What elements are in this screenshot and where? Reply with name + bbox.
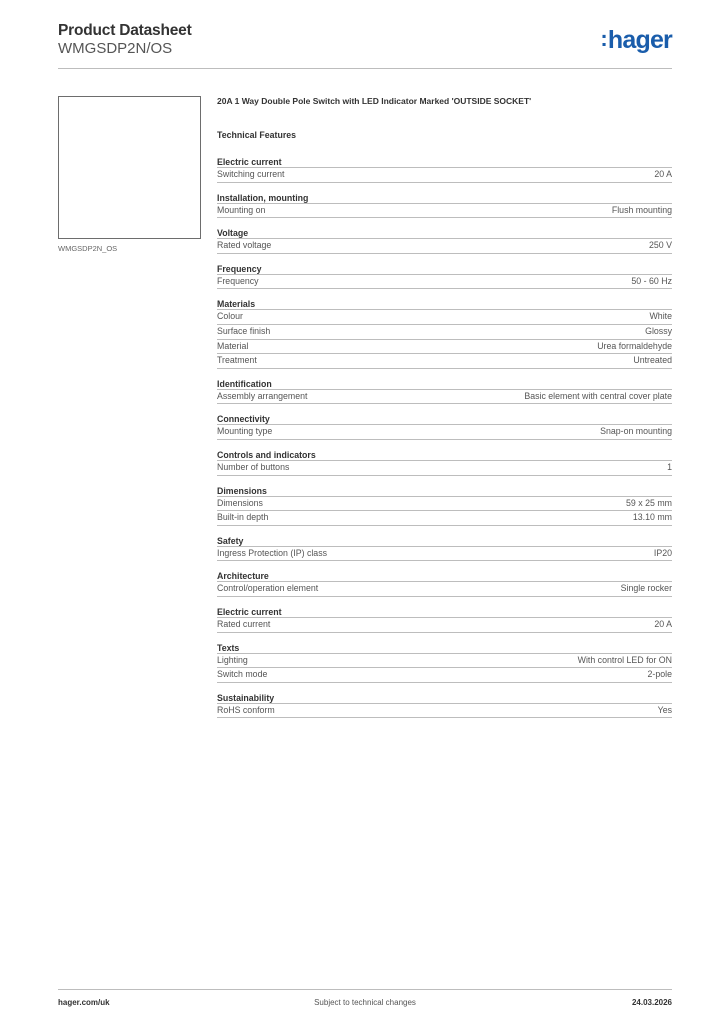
feature-row bbox=[217, 461, 672, 476]
feature-row bbox=[217, 340, 672, 355]
feature-value: 50 - 60 Hz bbox=[631, 275, 672, 286]
footer-notice: Subject to technical changes bbox=[314, 998, 416, 1007]
datasheet-content bbox=[217, 96, 672, 718]
feature-group-title: Safety bbox=[217, 535, 672, 547]
feature-label: Assembly arrangement bbox=[217, 390, 308, 401]
feature-group bbox=[217, 485, 672, 526]
feature-row bbox=[217, 204, 672, 219]
hager-logo bbox=[600, 26, 672, 55]
document-title: Product Datasheet bbox=[58, 22, 192, 39]
feature-row bbox=[217, 582, 672, 597]
feature-label: Number of buttons bbox=[217, 461, 290, 472]
feature-value: 59 x 25 mm bbox=[626, 497, 672, 508]
feature-value: Glossy bbox=[645, 325, 672, 336]
feature-value: 2-pole bbox=[647, 669, 672, 680]
feature-group bbox=[217, 263, 672, 290]
feature-value: White bbox=[649, 311, 672, 322]
feature-row bbox=[217, 497, 672, 512]
feature-group-title: Identification bbox=[217, 378, 672, 390]
technical-features-heading: Technical Features bbox=[217, 130, 297, 140]
feature-group-title: Materials bbox=[217, 298, 672, 310]
feature-row bbox=[217, 704, 672, 719]
feature-label: Rated current bbox=[217, 618, 271, 629]
product-title: 20A 1 Way Double Pole Switch with LED Indicator Marked 'OUTSIDE SOCKET' bbox=[217, 96, 532, 106]
feature-group bbox=[217, 156, 672, 183]
feature-label: Material bbox=[217, 340, 249, 351]
feature-group-title: Installation, mounting bbox=[217, 192, 672, 204]
feature-group bbox=[217, 449, 672, 476]
product-image-caption: WMGSDP2N_OS bbox=[58, 244, 118, 253]
feature-label: Control/operation element bbox=[217, 583, 319, 594]
feature-label: Surface finish bbox=[217, 325, 271, 336]
feature-row bbox=[217, 275, 672, 290]
feature-row bbox=[217, 390, 672, 405]
feature-label: Built-in depth bbox=[217, 512, 269, 523]
product-image-placeholder bbox=[58, 96, 201, 239]
feature-row bbox=[217, 668, 672, 683]
feature-value: Single rocker bbox=[620, 583, 672, 594]
feature-label: Frequency bbox=[217, 275, 259, 286]
feature-value: Yes bbox=[657, 704, 672, 715]
feature-row bbox=[217, 168, 672, 183]
feature-row bbox=[217, 239, 672, 254]
feature-group bbox=[217, 692, 672, 719]
feature-group-title: Controls and indicators bbox=[217, 449, 672, 461]
feature-row bbox=[217, 354, 672, 369]
feature-row bbox=[217, 310, 672, 325]
feature-group-title: Connectivity bbox=[217, 413, 672, 425]
feature-group-title: Frequency bbox=[217, 263, 672, 275]
logo-text: hager bbox=[607, 26, 672, 54]
feature-value: Untreated bbox=[633, 355, 672, 366]
feature-row bbox=[217, 425, 672, 440]
header-divider bbox=[58, 68, 672, 69]
feature-value: IP20 bbox=[653, 547, 672, 558]
feature-group bbox=[217, 570, 672, 597]
feature-row bbox=[217, 618, 672, 633]
feature-label: Switching current bbox=[217, 169, 285, 179]
feature-label: Mounting type bbox=[217, 426, 273, 437]
feature-group-title: Dimensions bbox=[217, 485, 672, 497]
feature-group-title: Sustainability bbox=[217, 692, 672, 704]
footer-date: 24.03.2026 bbox=[631, 998, 672, 1007]
feature-group bbox=[217, 606, 672, 633]
feature-group bbox=[217, 378, 672, 405]
page-header bbox=[58, 22, 672, 70]
feature-group-title: Texts bbox=[217, 642, 672, 654]
feature-label: Dimensions bbox=[217, 497, 263, 508]
feature-value: 13.10 mm bbox=[632, 512, 672, 523]
product-code: WMGSDP2N/OS bbox=[58, 40, 173, 57]
feature-value: With control LED for ON bbox=[577, 654, 672, 665]
feature-group bbox=[217, 535, 672, 562]
feature-group-title: Voltage bbox=[217, 227, 672, 239]
logo-colon-mark: : bbox=[600, 26, 607, 51]
feature-value: 1 bbox=[667, 461, 672, 472]
feature-value: 250 V bbox=[649, 240, 672, 251]
feature-value: Snap-on mounting bbox=[600, 426, 672, 437]
footer-divider bbox=[58, 989, 672, 990]
feature-value: 20 A bbox=[654, 169, 672, 179]
feature-group-title: Electric current bbox=[217, 156, 672, 168]
feature-label: Ingress Protection (IP) class bbox=[217, 547, 327, 558]
feature-row bbox=[217, 547, 672, 562]
feature-label: Lighting bbox=[217, 654, 248, 665]
feature-value: 20 A bbox=[654, 618, 672, 629]
feature-label: Colour bbox=[217, 311, 243, 322]
feature-group bbox=[217, 192, 672, 219]
feature-value: Urea formaldehyde bbox=[597, 340, 672, 351]
feature-row bbox=[217, 511, 672, 526]
feature-value: Basic element with central cover plate bbox=[524, 390, 672, 401]
feature-group bbox=[217, 298, 672, 368]
feature-group-title: Electric current bbox=[217, 606, 672, 618]
feature-groups bbox=[217, 156, 672, 718]
feature-label: Rated voltage bbox=[217, 240, 272, 251]
feature-group bbox=[217, 227, 672, 254]
feature-label: RoHS conform bbox=[217, 704, 275, 715]
feature-group bbox=[217, 642, 672, 683]
feature-group bbox=[217, 413, 672, 440]
feature-label: Mounting on bbox=[217, 204, 266, 215]
feature-value: Flush mounting bbox=[611, 204, 672, 215]
feature-row bbox=[217, 325, 672, 340]
footer-website: hager.com/uk bbox=[58, 998, 110, 1007]
feature-label: Treatment bbox=[217, 355, 257, 366]
feature-label: Switch mode bbox=[217, 669, 268, 680]
feature-group-title: Architecture bbox=[217, 570, 672, 582]
feature-row bbox=[217, 654, 672, 669]
